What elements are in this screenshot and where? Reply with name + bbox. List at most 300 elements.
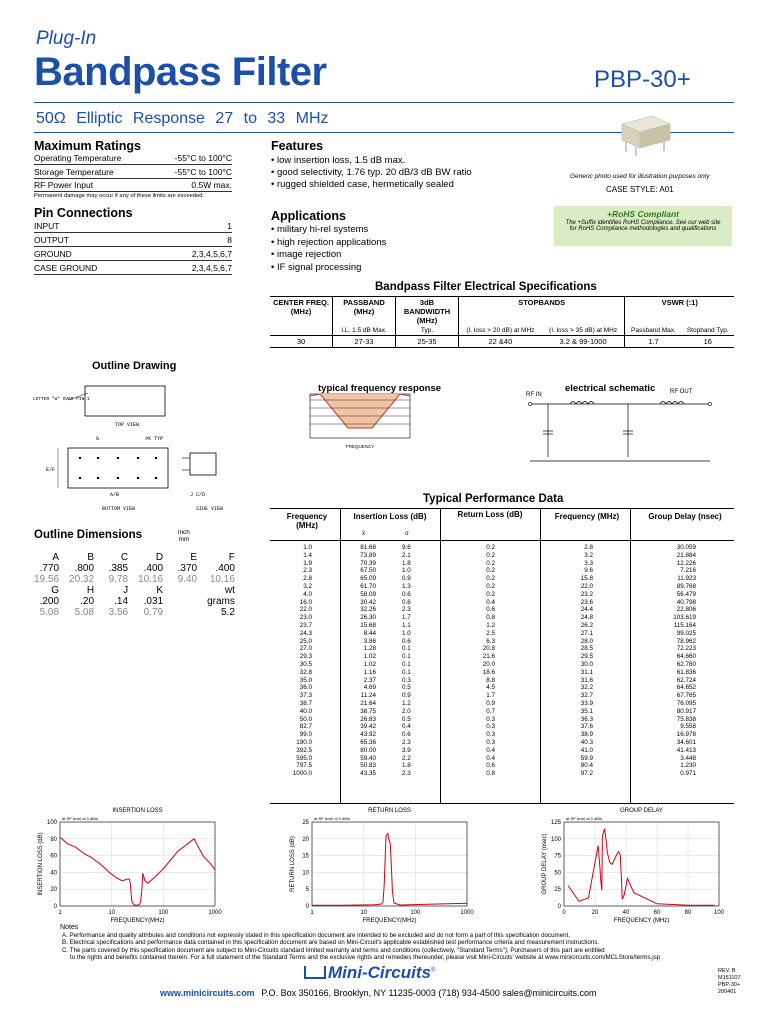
- table-cell: 26.83: [360, 715, 376, 723]
- table-cell: 9.6: [584, 567, 593, 575]
- table-cell: 30.42: [360, 598, 376, 606]
- perf-divider: [630, 508, 631, 803]
- table-cell: 26.2: [580, 621, 593, 629]
- table-cell: 28.0: [580, 637, 593, 645]
- table-cell: 9.6: [402, 544, 411, 551]
- outline-drawing-heading: Outline Drawing: [92, 360, 177, 372]
- y-tick-label: 15: [302, 853, 309, 860]
- y-tick-label: 75: [554, 853, 561, 860]
- frequency-label: FREQUENCY: [346, 444, 375, 449]
- table-cell: 0.7: [486, 707, 495, 715]
- table-cell: 62.724: [676, 676, 696, 684]
- table-cell: 37.6: [580, 723, 593, 731]
- table-cell: 0.9: [402, 692, 411, 700]
- il-sd-label: σ: [405, 531, 409, 537]
- y-tick-label: 100: [46, 820, 57, 826]
- table-cell: 1.2: [486, 621, 495, 629]
- note-c: C. The parts covered by this specification document are subject to Mini-Circuits standard limited warranty and terms and conditions (collectively, "Standard Terms"); Purchasers of this part are entitled: [62, 946, 605, 954]
- table-cell: 1.7: [402, 614, 411, 622]
- rf-out-label: RF OUT: [670, 389, 693, 395]
- table-cell: 80.917: [676, 707, 696, 715]
- table-cell: 3.86: [363, 637, 376, 645]
- series-line: [312, 833, 467, 905]
- feature-item: • good selectivity, 1.76 typ. 20 dB/3 dB BW ratio: [271, 167, 472, 178]
- outline-drawing: [30, 378, 240, 513]
- table-cell: 1.02: [363, 653, 376, 661]
- table-cell: 0.9: [402, 575, 411, 583]
- x-axis-label: FREQUENCY(MHz): [110, 918, 165, 924]
- x-tick-label: 100: [158, 910, 169, 916]
- y-tick-label: 5: [305, 887, 309, 894]
- table-cell: 11.923: [677, 575, 696, 583]
- spec-header: 3dB BANDWIDTH (MHz): [396, 297, 459, 327]
- table-cell: 30.0: [580, 660, 593, 668]
- table-cell: 65.09: [360, 575, 376, 583]
- table-cell: 38.9: [580, 731, 593, 739]
- notes-heading: Notes: [60, 924, 79, 931]
- table-cell: 15.68: [360, 621, 376, 629]
- table-cell: 0.3: [402, 676, 411, 684]
- spec-sub: Typ.: [396, 326, 459, 336]
- note-c-cont: to the rights and benefits contained therein. For a full statement of the Standard Terms and the exclusive rights and remedies thereunder, please visit Mini-Circuits' website at www.minicircuits.com/MCLStore/terms.jsp: [70, 954, 661, 962]
- spec-value: 22 &40: [488, 337, 513, 346]
- table-cell: 27.0: [299, 645, 312, 653]
- photo-caption: Generic photo used for illustration purposes only: [570, 173, 710, 180]
- plot-frame: [312, 822, 467, 906]
- table-cell: 36.0: [299, 684, 312, 692]
- group-delay-chart: [534, 804, 734, 932]
- svg-text:G: G: [96, 436, 100, 442]
- application-item: • image rejection: [271, 249, 342, 260]
- perf-col-sd: [402, 544, 422, 778]
- table-cell: 32.7: [580, 692, 593, 700]
- table-cell: 1.8: [402, 559, 411, 567]
- table-cell: 2.8: [303, 575, 312, 583]
- table-cell: 50.0: [299, 715, 312, 723]
- perf-divider: [440, 508, 441, 803]
- y-tick-label: 50: [554, 870, 561, 877]
- plugin-label: Plug-In: [36, 28, 97, 49]
- spec-sub: (I. loss > 20 dB) at MHz: [466, 327, 535, 334]
- y-tick-label: 0: [305, 904, 309, 910]
- schematic-label: electrical schematic: [565, 383, 656, 394]
- x-tick-label: 20: [591, 910, 599, 916]
- table-cell: 0.8: [486, 770, 495, 778]
- logo-icon: [304, 966, 326, 979]
- y-tick-label: 10: [302, 870, 309, 877]
- table-cell: 3.9: [402, 746, 411, 754]
- perf-divider: [540, 508, 541, 803]
- application-item: • high rejection applications: [271, 236, 387, 248]
- table-cell: 38.7: [299, 699, 312, 707]
- chart-title: GROUP DELAY: [620, 808, 663, 814]
- x-tick-label: 100: [713, 910, 725, 916]
- y-tick-label: 80: [50, 836, 57, 843]
- table-cell: 76.095: [676, 699, 696, 707]
- product-photo: [616, 110, 674, 158]
- application-item: • military hi-rel systems: [271, 224, 369, 235]
- table-cell: 21.6: [482, 653, 495, 661]
- table-cell: 1.0: [402, 629, 411, 637]
- top-view-label: TOP VIEW: [115, 422, 140, 428]
- table-cell: 0.3: [486, 715, 495, 723]
- table-cell: 0.9: [486, 699, 495, 707]
- table-cell: 32.2: [580, 684, 593, 692]
- table-cell: 0.6: [402, 637, 411, 645]
- spec-sub: I.L. 1.5 dB Max.: [333, 326, 396, 336]
- perf-header: Frequency (MHz): [554, 512, 620, 521]
- dimensions-table: [30, 552, 241, 618]
- table-cell: 1.2: [402, 699, 411, 707]
- spec-title: Bandpass Filter Electrical Specifications: [375, 281, 597, 293]
- spec-header: STOPBANDS: [459, 297, 625, 327]
- table-cell: 30.059: [676, 544, 696, 551]
- table-cell: 392.5: [296, 746, 312, 754]
- table-cell: 1.1: [402, 621, 411, 629]
- table-cell: 0.6: [402, 731, 411, 739]
- freq-response-label: typical frequency response: [318, 383, 442, 394]
- table-cell: 0.3: [486, 723, 495, 731]
- table-cell: 22.0: [299, 606, 312, 614]
- table-cell: 0.6: [402, 598, 411, 606]
- spec-value: 16: [703, 337, 712, 346]
- table-cell: 0.1: [402, 645, 411, 653]
- table-cell: 6.3: [486, 637, 495, 645]
- table-cell: 15.8: [580, 575, 593, 583]
- spec-sub: (I. loss > 35 dB) at MHz: [542, 326, 625, 336]
- chart-note: at RF level of 0 dBm: [62, 816, 99, 821]
- table-cell: 31.6: [580, 676, 593, 684]
- table-cell: 29.3: [299, 653, 312, 661]
- case-style: CASE STYLE: A01: [606, 185, 674, 194]
- pin-row: OUTPUT 8: [34, 235, 232, 245]
- table-cell: 0.3: [486, 738, 495, 746]
- rev-code: M151107: [718, 975, 741, 981]
- table-cell: 7.216: [680, 567, 696, 575]
- x-tick-label: 100: [410, 910, 421, 916]
- spec-value: 3.2 & 99-1000: [542, 336, 625, 348]
- spec-sub: Stopband Typ.: [686, 327, 729, 334]
- rev-block: [718, 968, 741, 996]
- table-cell: 1.9: [303, 559, 312, 567]
- table-cell: 99.025: [676, 629, 696, 637]
- rohs-text: for RoHS Compliance methodologies and qualifications: [569, 226, 717, 232]
- table-cell: 40.3: [580, 738, 593, 746]
- table-cell: 61.70: [360, 582, 376, 590]
- unit-inch: inch: [178, 529, 190, 536]
- table-cell: 72.223: [676, 645, 696, 653]
- table-cell: 36.3: [580, 715, 593, 723]
- y-tick-label: 20: [50, 887, 57, 894]
- spec-value: 27-33: [333, 336, 396, 348]
- note-b: B. Electrical specifications and performance data contained in this specification document are based on Mini-Circuit's applicable established test performance criteria and measurement instructions.: [62, 939, 600, 947]
- table-cell: 0.2: [486, 567, 495, 575]
- dim-mm: 5.08 5.08 3.56 0.79 5.2: [39, 607, 235, 618]
- table-cell: 4.5: [486, 684, 495, 692]
- dim-unit: [178, 529, 190, 543]
- table-cell: 1000.0: [292, 770, 312, 778]
- table-cell: 59.40: [360, 754, 376, 762]
- model-number: PBP-30+: [594, 66, 691, 93]
- rev-code: PBP-30+: [718, 982, 741, 988]
- table-cell: 1.7: [486, 692, 495, 700]
- plot-frame: [60, 822, 215, 906]
- x-tick-label: 60: [653, 910, 661, 916]
- table-cell: 24.3: [299, 629, 312, 637]
- table-cell: 16.978: [676, 731, 696, 739]
- table-cell: 3.2: [303, 582, 312, 590]
- table-cell: 33.9: [580, 699, 593, 707]
- chart-note: at RF level of 0 dBm: [314, 816, 351, 821]
- rohs-box: [554, 206, 732, 246]
- table-cell: 24.8: [580, 614, 593, 622]
- table-cell: 4.0: [303, 590, 312, 598]
- table-cell: 2.1: [402, 551, 411, 559]
- svg-text:E/F: E/F: [46, 467, 56, 473]
- table-cell: 0.971: [680, 770, 696, 778]
- table-cell: 4.69: [363, 684, 376, 692]
- x-tick-label: 10: [360, 910, 368, 916]
- insertion-loss-chart: [30, 804, 230, 932]
- table-cell: 3.3: [584, 559, 593, 567]
- perf-col-il: [340, 544, 376, 778]
- table-cell: 37.3: [299, 692, 312, 700]
- x-tick-label: 10: [108, 910, 116, 916]
- table-cell: 32.26: [360, 606, 376, 614]
- table-cell: 38.75: [360, 707, 376, 715]
- table-cell: 0.2: [486, 590, 495, 598]
- y-tick-label: 0: [53, 904, 57, 910]
- table-cell: 0.1: [402, 668, 411, 676]
- header-rule: [34, 102, 734, 103]
- table-cell: 67.765: [676, 692, 696, 700]
- table-cell: 50.83: [360, 762, 376, 770]
- table-cell: 1.4: [303, 551, 312, 559]
- rf-in-label: RF IN: [526, 392, 542, 398]
- bottom-view-label: BOTTOM VIEW: [102, 506, 136, 512]
- rohs-text: The +Suffix identifies RoHS Compliance. See our web site: [565, 220, 721, 226]
- spec-sub: Passband Max.: [631, 327, 676, 334]
- letter-note: LETTER "W" OVER PIN 1: [33, 397, 90, 402]
- table-cell: 2.3: [303, 567, 312, 575]
- max-ratings-heading: Maximum Ratings: [34, 139, 141, 153]
- table-cell: 103.619: [673, 614, 696, 622]
- rev-code: 200401: [718, 989, 737, 995]
- spec-table: [270, 296, 734, 348]
- table-cell: 8.44: [363, 629, 376, 637]
- table-cell: 8.8: [486, 676, 495, 684]
- footer: [160, 988, 597, 998]
- chart-note: at RF level of 0 dBm: [566, 816, 603, 821]
- table-cell: 39.42: [360, 723, 376, 731]
- table-cell: 41.0: [580, 746, 593, 754]
- y-axis-label: GROUP DELAY (nsec): [542, 833, 548, 895]
- dim-letters: G H J K wt: [51, 585, 235, 596]
- table-cell: 0.2: [486, 575, 495, 583]
- table-cell: 0.2: [486, 559, 495, 567]
- table-cell: 595.0: [296, 754, 312, 762]
- table-cell: 65.36: [360, 738, 376, 746]
- pins-heading: Pin Connections: [34, 206, 133, 220]
- table-cell: 0.3: [486, 731, 495, 739]
- table-cell: 1.16: [363, 668, 376, 676]
- table-cell: 43.35: [360, 770, 376, 778]
- table-cell: 81.68: [360, 544, 376, 551]
- table-cell: 1.230: [680, 762, 696, 770]
- svg-text:A/B: A/B: [110, 492, 120, 498]
- table-cell: 190.0: [296, 738, 312, 746]
- outline-dimensions-heading: Outline Dimensions: [34, 529, 142, 541]
- table-cell: 35.1: [580, 707, 593, 715]
- perf-header: Frequency (MHz): [286, 512, 328, 530]
- x-tick-label: 1: [310, 910, 314, 916]
- table-cell: 1.02: [363, 660, 376, 668]
- feature-item: • rugged shielded case, hermetically sealed: [271, 179, 454, 190]
- table-cell: 1.3: [402, 582, 411, 590]
- spec-header: CENTER FREQ. (MHz): [270, 297, 333, 327]
- table-cell: 21.64: [360, 699, 376, 707]
- dim-mm: 19.56 20.32 9.78 10.16 9.40 10.16: [34, 574, 235, 585]
- y-tick-label: 40: [50, 870, 57, 877]
- feature-item: • low insertion loss, 1.5 dB max.: [271, 155, 406, 166]
- table-cell: 78.962: [676, 637, 696, 645]
- dim-inch: .770 .800 .385 .400 .370 .400: [39, 563, 235, 574]
- svg-text:J C/D: J C/D: [190, 492, 206, 498]
- table-cell: 23.2: [580, 590, 593, 598]
- table-cell: 97.2: [580, 770, 593, 778]
- table-cell: 35.0: [299, 676, 312, 684]
- perf-col-freq2: [555, 544, 593, 778]
- table-cell: 34.601: [676, 738, 696, 746]
- table-cell: 75.838: [676, 715, 696, 723]
- table-cell: 1.8: [402, 762, 411, 770]
- perf-col-freq: [270, 544, 312, 778]
- y-tick-label: 25: [554, 887, 561, 894]
- x-tick-label: 1: [58, 910, 62, 916]
- brand-logo: Mini-Circuits®: [304, 963, 435, 983]
- spec-value: 25-35: [396, 336, 459, 348]
- table-cell: 32.8: [299, 668, 312, 676]
- table-cell: 2.3: [402, 738, 411, 746]
- pin-row: INPUT 1: [34, 221, 232, 231]
- x-axis-label: FREQUENCY(MHz): [362, 918, 417, 924]
- table-cell: 2.37: [363, 676, 376, 684]
- rating-row: Storage Temperature -55°C to 100°C: [34, 167, 232, 177]
- table-cell: 80.4: [580, 762, 593, 770]
- y-axis-label: RETURN LOSS (dB): [290, 836, 296, 892]
- page-title: Bandpass Filter: [34, 50, 327, 94]
- table-cell: 41.413: [676, 746, 696, 754]
- table-cell: 0.5: [402, 684, 411, 692]
- table-cell: 2.3: [402, 606, 411, 614]
- table-cell: 23.7: [299, 621, 312, 629]
- table-cell: 89.768: [676, 582, 696, 590]
- perf-col-rl: [455, 544, 495, 778]
- table-cell: 11.24: [360, 692, 376, 700]
- table-cell: 9.558: [680, 723, 696, 731]
- rating-row: Operating Temperature -55°C to 100°C: [34, 153, 232, 163]
- subtitle: 50Ω Elliptic Response 27 to 33 MHz: [36, 110, 329, 127]
- rating-row: RF Power Input 0.5W max.: [34, 180, 232, 190]
- table-cell: 80.00: [360, 746, 376, 754]
- plot-frame: [564, 822, 719, 906]
- series-line: [568, 829, 714, 906]
- features-heading: Features: [271, 139, 324, 153]
- return-loss-chart: [282, 804, 482, 932]
- table-cell: 2.0: [402, 707, 411, 715]
- y-tick-label: 60: [50, 853, 57, 860]
- brand-name: Mini-Circuits: [328, 963, 431, 982]
- y-axis-label: INSERTION LOSS (dB): [38, 832, 44, 896]
- table-cell: 2.3: [402, 770, 411, 778]
- table-cell: 62.760: [676, 660, 696, 668]
- table-cell: 115.164: [673, 621, 696, 629]
- y-tick-label: 20: [302, 836, 309, 843]
- dim-letters: A B C D E F: [52, 552, 235, 563]
- y-tick-label: 25: [302, 820, 309, 826]
- spec-value: 1.7: [648, 337, 659, 346]
- table-cell: 20.0: [482, 660, 495, 668]
- x-tick-label: 0: [562, 910, 566, 916]
- spec-header: VSWR (:1): [661, 298, 698, 307]
- series-line: [60, 837, 215, 905]
- table-cell: 2.8: [584, 544, 593, 551]
- table-cell: 73.89: [360, 551, 376, 559]
- rev: REV. B: [718, 968, 736, 974]
- table-cell: 22.806: [676, 606, 696, 614]
- y-tick-label: 100: [550, 836, 561, 843]
- table-cell: 18.6: [482, 668, 495, 676]
- table-cell: 2.5: [486, 629, 495, 637]
- table-cell: 0.6: [402, 590, 411, 598]
- unit-mm: mm: [178, 536, 190, 543]
- spec-value: 30: [270, 336, 333, 348]
- x-tick-label: 1000: [460, 910, 474, 916]
- x-tick-label: 1000: [208, 910, 222, 916]
- perf-title: Typical Performance Data: [423, 493, 564, 505]
- table-cell: 21.884: [676, 551, 696, 559]
- applications-list: [271, 224, 386, 274]
- y-tick-label: 0: [557, 904, 561, 910]
- table-cell: 23.0: [299, 614, 312, 622]
- table-cell: 16.0: [299, 598, 312, 606]
- table-cell: 82.7: [299, 723, 312, 731]
- table-cell: 2.2: [402, 754, 411, 762]
- table-cell: 43.92: [360, 731, 376, 739]
- table-cell: 27.1: [580, 629, 593, 637]
- table-cell: 0.4: [486, 754, 495, 762]
- chart-title: INSERTION LOSS: [112, 808, 163, 814]
- table-cell: 29.5: [580, 653, 593, 661]
- features-list: [271, 155, 472, 191]
- table-cell: 67.50: [360, 567, 376, 575]
- chart-title: RETURN LOSS: [368, 808, 411, 814]
- table-cell: 3.448: [680, 754, 696, 762]
- table-cell: 25.0: [299, 637, 312, 645]
- table-cell: 40.798: [676, 598, 696, 606]
- table-cell: 99.0: [299, 731, 312, 739]
- electrical-schematic: [520, 387, 720, 467]
- perf-header: Group Delay (nsec): [648, 512, 722, 521]
- footer-url[interactable]: www.minicircuits.com: [160, 988, 255, 998]
- table-cell: 56.479: [676, 590, 696, 598]
- table-cell: 22.0: [580, 582, 593, 590]
- perf-col-gd: [648, 544, 696, 778]
- side-view-label: SIDE VIEW: [196, 506, 224, 512]
- table-cell: 0.6: [486, 606, 495, 614]
- table-cell: 24.4: [580, 606, 593, 614]
- perf-header: Insertion Loss (dB): [353, 512, 427, 521]
